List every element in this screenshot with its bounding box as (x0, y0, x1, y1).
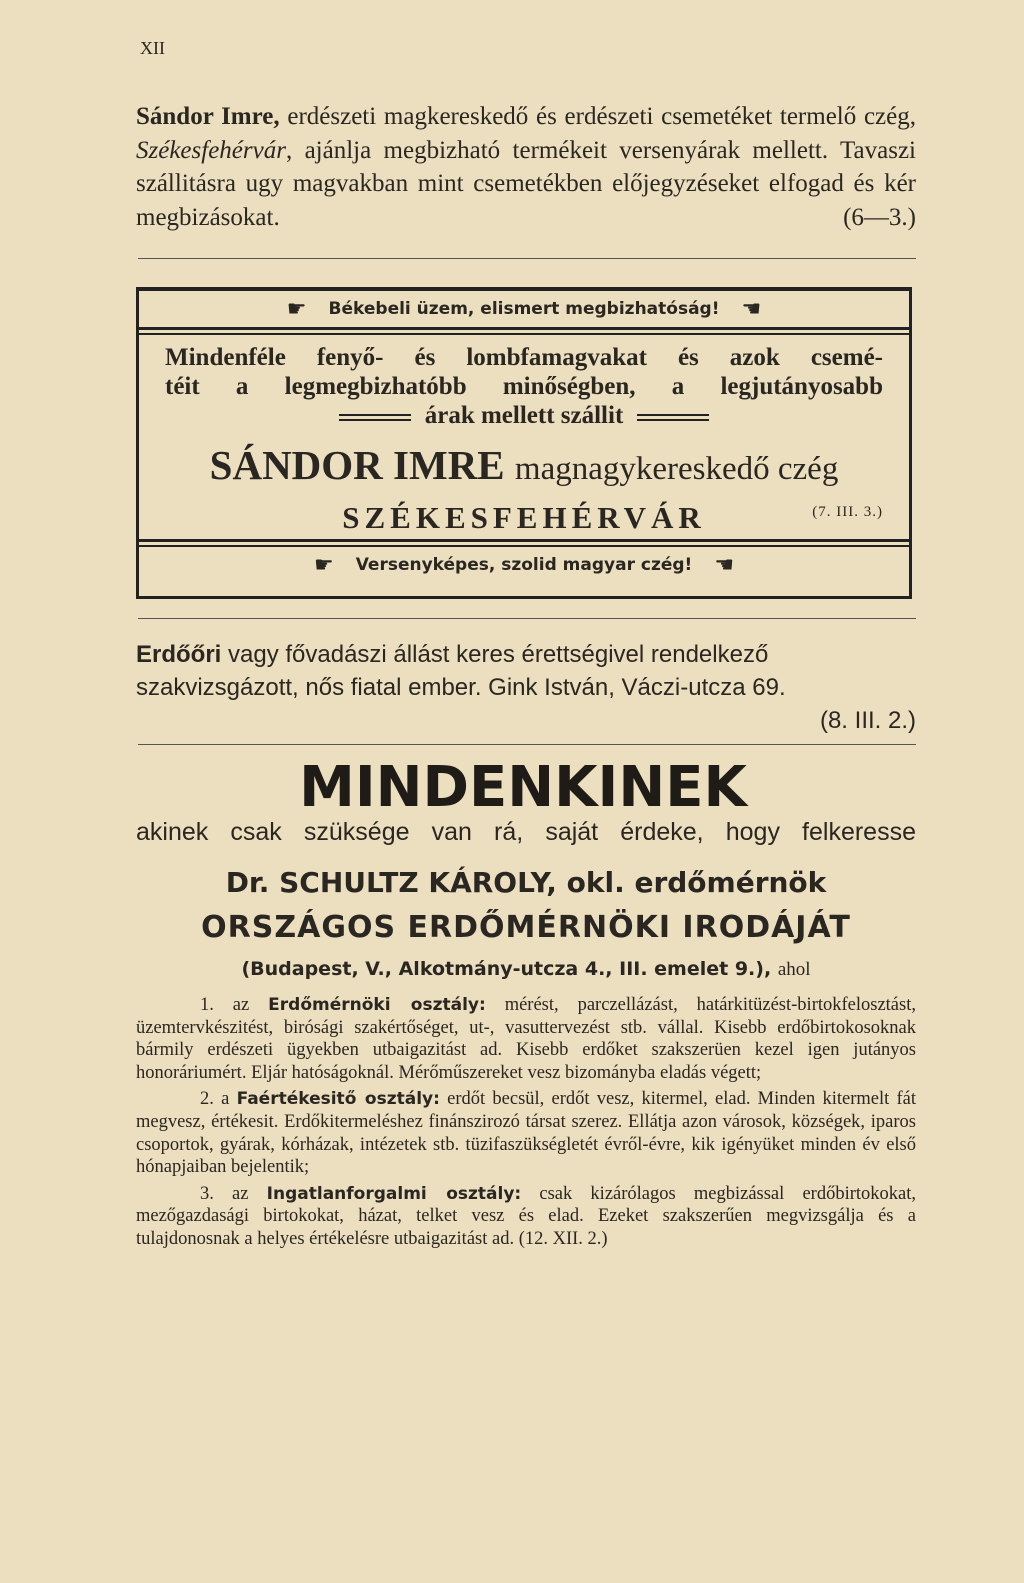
item-3-text: csak kizárólagos megbizással erdőbirtokokat, mezőgazdasági birtokokat, házat, telket vesz és elad. Ezeket szakszerűen megvizsgálja és a tulajdonosnak a helyes értékelésre utbaigazitást ad. (136, 1183, 916, 1249)
divider (138, 618, 916, 619)
box-city: SZÉKESFEHÉRVÁR (342, 500, 706, 535)
box-city-line (165, 496, 883, 540)
double-dash-right (637, 414, 709, 421)
ad3-items (136, 994, 916, 1255)
ad1-name: Sándor Imre, (136, 103, 280, 130)
box-company-line (165, 438, 883, 496)
box-double-rule-bottom (139, 539, 909, 547)
ad2-ref: (8. III. 2.) (819, 707, 916, 734)
ad2-text: vagy fővadászi állást keres érettségivel rendelkező szakvizsgázott, nős fiatal ember. Gink István, Váczi-utcza 69. (136, 641, 786, 701)
box-company: SÁNDOR IMRE (209, 442, 505, 488)
ad1-text-after: , ajánlja megbizható termékeit versenyárak mellett. Tavaszi szállitásra ugy magvakban mint csemetékben előjegyzéseket elfogad és kér megbizásokat. (136, 136, 916, 231)
item-1-text: mérést, parczellázást, határkitüzést-birtokfelosztást, üzemtervkészitést, birósági szakértőséget, ut-, vasuttervezést stb. vállal. Kisebb erdőbirtokosoknak bármily erdészeti ügyekben utbaigazitást ad. Kisebb erdőket szakszerüen kezel igen jutányos honoráriumért. Eljár hatóságoknál. Mérőműszereket vesz bizományba eladás végett; (136, 995, 916, 1083)
item-1 (136, 994, 916, 1084)
box-line-2: téit a legmegbizhatóbb minőségben, a legjutányosabb (165, 373, 883, 400)
ad3-address-text: (Budapest, V., Alkotmány-utcza 4., III. emelet 9.), (241, 958, 772, 980)
divider (138, 258, 916, 259)
box-double-rule (139, 327, 909, 335)
ad-sandor-imre (136, 100, 916, 234)
box-top-band-text: Békebeli üzem, elismert megbizhatóság! (328, 299, 720, 319)
ad1-ref: (6—3.) (843, 203, 916, 231)
box-bottom-band-text: Versenyképes, szolid magyar czég! (355, 555, 693, 575)
ad-erdoori (136, 638, 916, 737)
box-bottom-band (139, 547, 909, 583)
item-3-head: Ingatlanforgalmi osztály: (266, 1183, 522, 1204)
box-line-3-wrap (165, 401, 883, 430)
pointing-hand-left-icon: ☚ (741, 296, 762, 322)
headline-mindenkinek: MINDENKINEK (299, 755, 747, 820)
ad2-lead: Erdőőri (136, 641, 222, 668)
box-ref: (7. III. 3.) (812, 504, 883, 520)
ad3-line-1: akinek csak szüksége van rá, saját érdeke, hogy felkeresse (136, 818, 916, 846)
box-line-3: árak mellett szállit (424, 402, 624, 429)
item-2 (136, 1088, 916, 1178)
item-2-head: Faértékesitő osztály: (236, 1089, 440, 1110)
item-3-ref: (12. XII. 2.) (518, 1228, 608, 1249)
double-dash-left (339, 414, 411, 421)
item-3-num: 3. az (200, 1183, 249, 1204)
ad1-city: Székesfehérvár (136, 136, 286, 164)
box-company-sub: magnagykereskedő czég (514, 451, 839, 487)
item-3 (136, 1183, 916, 1251)
item-1-head: Erdőmérnöki osztály: (268, 995, 486, 1015)
pointing-hand-right-icon: ☛ (313, 552, 334, 578)
pointing-hand-left-icon: ☚ (714, 552, 735, 578)
item-1-num: 1. az (200, 995, 250, 1015)
item-2-num: 2. a (200, 1089, 230, 1110)
ad3-line-2: Dr. SCHULTZ KÁROLY, okl. erdőmérnök (225, 866, 827, 899)
item-2-text: erdőt becsül, erdőt vesz, kitermel, elad. Minden kitermelt fát megvesz, értékesit. Erdőkitermeléshez finánszirozó társat szerez. Ellátja azon városok, községek, iparos csoportok, gyárak, kórházak, intézetek stb. tüzifaszükségletét évről-évre, kik igényüket minden év első hónapjaiban bejelentik; (136, 1089, 916, 1178)
pointing-hand-right-icon: ☛ (286, 296, 307, 322)
box-top-band (139, 291, 909, 327)
box-body (139, 335, 909, 539)
ad3-address (136, 958, 916, 981)
page-number: XII (140, 38, 165, 58)
ad3-ahol: ahol (777, 959, 811, 980)
ad3-line-3: ORSZÁGOS ERDŐMÉRNÖKI IRODÁJÁT (201, 910, 851, 945)
boxed-ad (136, 287, 912, 599)
ad1-text-before: erdészeti magkereskedő és erdészeti csemetéket termelő czég, (279, 103, 916, 130)
divider (138, 744, 916, 745)
box-line-1: Mindenféle fenyő- és lombfamagvakat és azok csemé- (165, 344, 883, 371)
